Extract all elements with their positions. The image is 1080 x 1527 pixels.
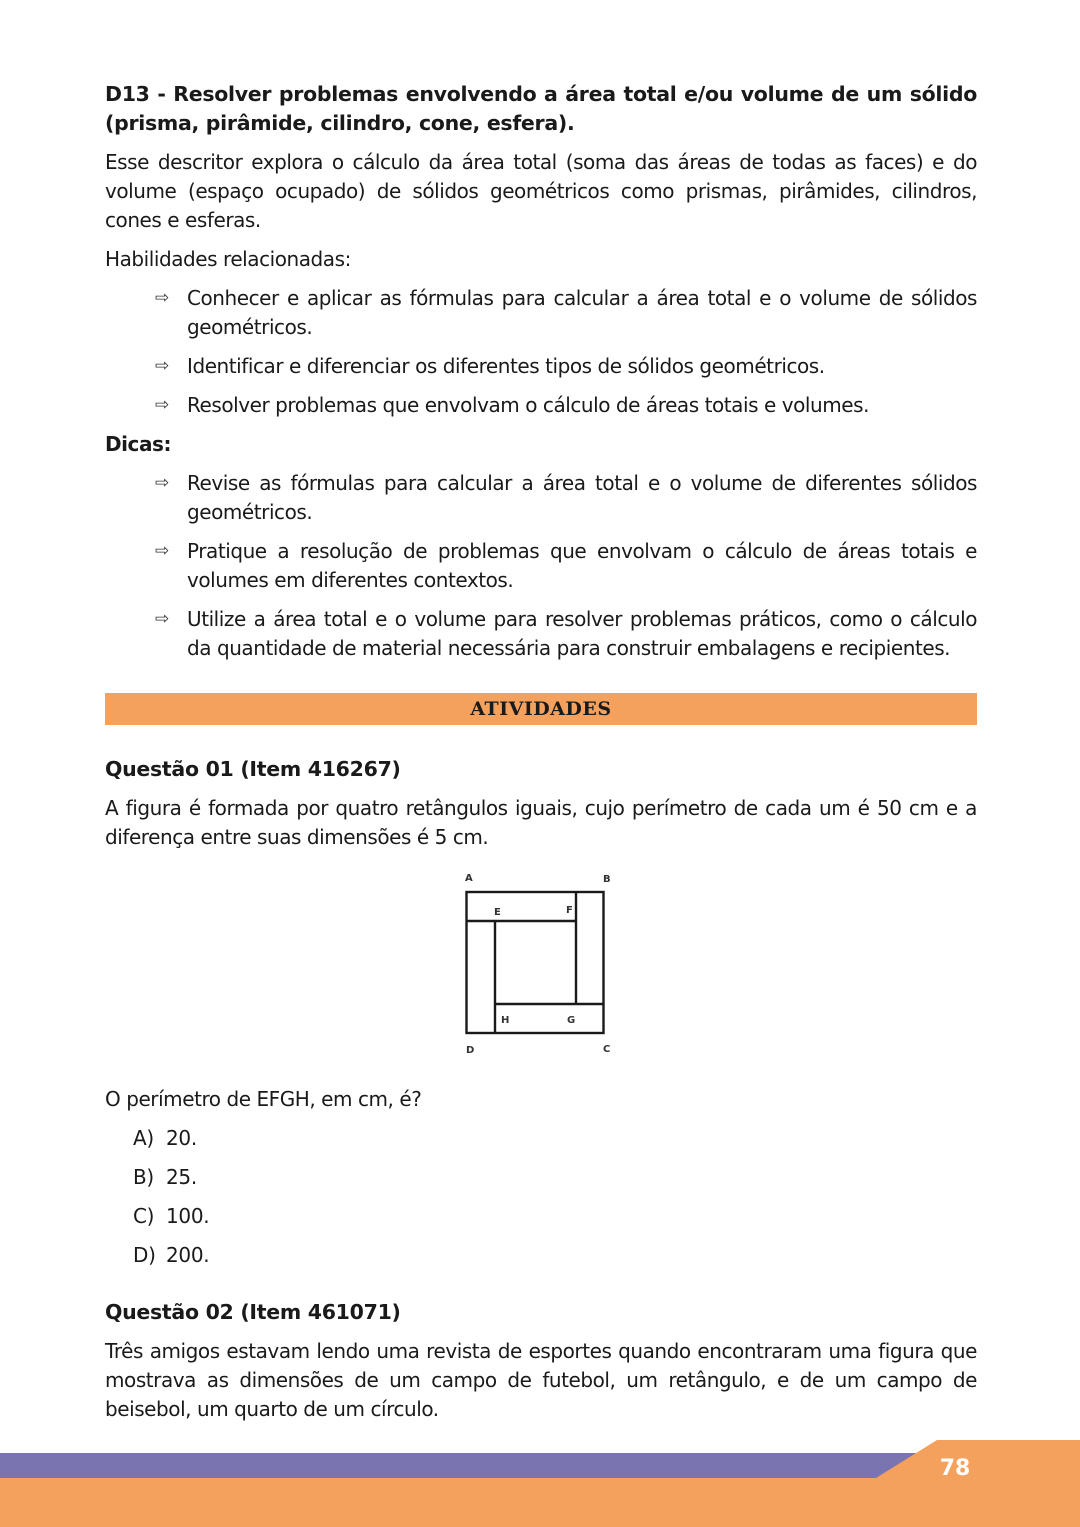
tip-text: Utilize a área total e o volume para resolver problemas práticos, como o cálculo da quantidade de material necessária para construir embalagens e recipientes. <box>187 607 977 660</box>
arrow-right-icon: ⇨ <box>155 541 169 561</box>
page-content <box>105 80 977 1424</box>
arrow-right-icon: ⇨ <box>155 395 169 415</box>
tip-text: Pratique a resolução de problemas que envolvam o cálculo de áreas totais e volumes em diferentes contextos. <box>187 539 977 592</box>
question-01-prompt: O perímetro de EFGH, em cm, é? <box>105 1087 422 1111</box>
option-value: 100. <box>166 1204 210 1228</box>
tip-item <box>155 537 977 595</box>
skill-item <box>155 284 977 342</box>
question-02-title: Questão 02 (Item 461071) <box>105 1300 401 1324</box>
activities-banner: ATIVIDADES <box>105 693 977 725</box>
tip-item <box>155 469 977 527</box>
option-label: A) <box>133 1126 154 1150</box>
tip-text: Revise as fórmulas para calcular a área total e o volume de diferentes sólidos geométricos. <box>187 471 977 524</box>
arrow-right-icon: ⇨ <box>155 356 169 376</box>
label-d: D <box>466 1045 475 1056</box>
question-02-statement: Três amigos estavam lendo uma revista de esportes quando encontraram uma figura que mostrava as dimensões de um campo de futebol, um retângulo, e de um campo de beisebol, um quarto de um círculo. <box>105 1339 977 1421</box>
label-b: B <box>603 874 611 885</box>
skill-text: Conhecer e aplicar as fórmulas para calcular a área total e o volume de sólidos geométricos. <box>187 286 977 339</box>
tip-item <box>155 605 977 663</box>
label-c: C <box>603 1044 611 1055</box>
option-d[interactable] <box>133 1241 977 1270</box>
skills-label: Habilidades relacionadas: <box>105 247 351 271</box>
skills-list <box>155 284 977 420</box>
skill-item <box>155 391 977 420</box>
option-c[interactable] <box>133 1202 977 1231</box>
square-figure-diagram <box>462 872 622 1067</box>
label-f: F <box>566 905 573 916</box>
question-01-statement: A figura é formada por quatro retângulos iguais, cujo perímetro de cada um é 50 cm e a diferença entre suas dimensões é 5 cm. <box>105 796 977 849</box>
arrow-right-icon: ⇨ <box>155 609 169 629</box>
skill-item <box>155 352 977 381</box>
label-e: E <box>494 907 501 918</box>
label-a: A <box>465 873 473 884</box>
arrow-right-icon: ⇨ <box>155 473 169 493</box>
tips-list <box>155 469 977 663</box>
option-value: 200. <box>166 1243 210 1267</box>
page-footer-band <box>0 1440 1080 1527</box>
option-label: C) <box>133 1204 155 1228</box>
option-value: 20. <box>166 1126 197 1150</box>
tips-label: Dicas: <box>105 432 172 456</box>
option-b[interactable] <box>133 1163 977 1192</box>
descriptor-description: Esse descritor explora o cálculo da área total (soma das áreas de todas as faces) e do volume (espaço ocupado) de sólidos geométricos como prismas, pirâmides, cilindros, cones e esferas. <box>105 150 977 232</box>
skill-text: Identificar e diferenciar os diferentes tipos de sólidos geométricos. <box>187 354 825 378</box>
question-01-options <box>133 1124 977 1270</box>
option-value: 25. <box>166 1165 197 1189</box>
option-a[interactable] <box>133 1124 977 1153</box>
label-h: H <box>501 1015 510 1026</box>
arrow-right-icon: ⇨ <box>155 288 169 308</box>
option-label: B) <box>133 1165 154 1189</box>
footer-orange-band <box>0 1478 1080 1527</box>
option-label: D) <box>133 1243 156 1267</box>
question-01-title: Questão 01 (Item 416267) <box>105 757 401 781</box>
rectangles-figure <box>462 872 622 1067</box>
skill-text: Resolver problemas que envolvam o cálculo de áreas totais e volumes. <box>187 393 869 417</box>
label-g: G <box>567 1015 576 1026</box>
descriptor-title: D13 - Resolver problemas envolvendo a área total e/ou volume de um sólido (prisma, pirâmide, cilindro, cone, esfera). <box>105 82 977 135</box>
page-number: 78 <box>939 1456 971 1481</box>
